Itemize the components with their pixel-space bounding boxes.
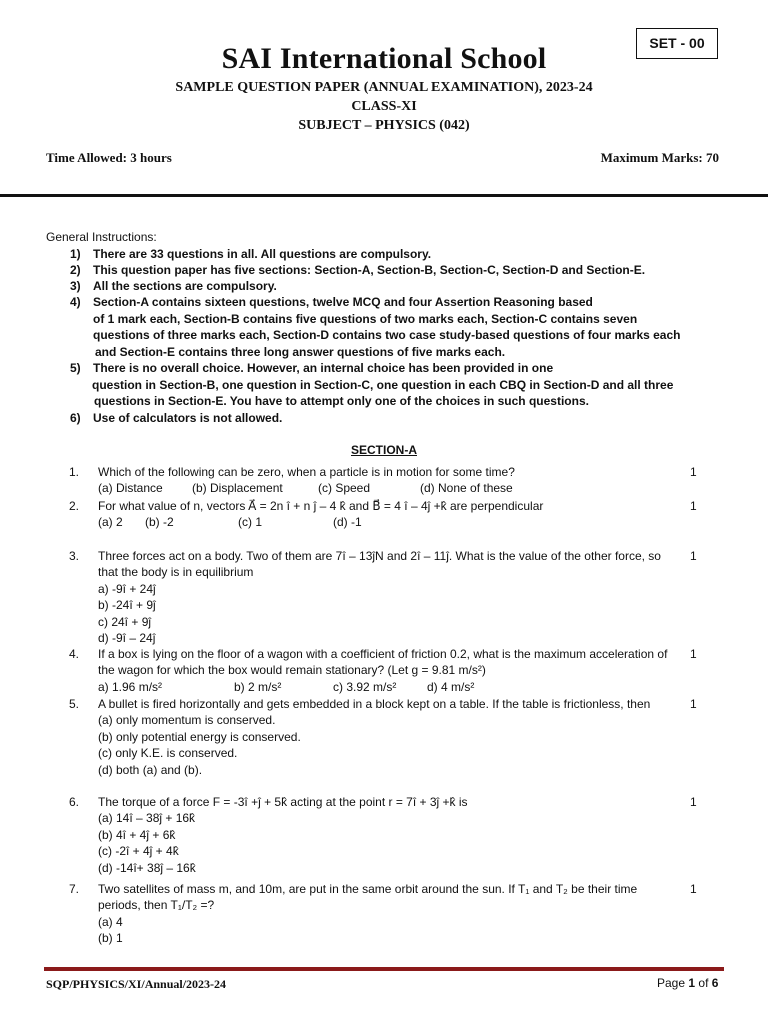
section-title: SECTION-A	[351, 443, 417, 457]
maximum-marks: Maximum Marks: 70	[600, 150, 719, 165]
time-allowed: Time Allowed: 3 hours	[46, 150, 172, 165]
option: (a) Distance	[98, 481, 163, 496]
question-marks: 1	[690, 697, 697, 711]
instruction-text: and Section-E contains three long answer questions of five marks each.	[95, 344, 506, 359]
instruction-text: There is no overall choice. However, an internal choice has been provided in one	[93, 361, 554, 375]
option-row	[98, 679, 709, 695]
option: (d) -14î+ 38ĵ – 16k̂	[98, 860, 196, 875]
footer-divider	[44, 967, 724, 971]
question-text: For what value of n, vectors A⃗ = 2n î + n ĵ – 4 k̂ and B⃗ = 4 î – 4ĵ +k̂ are perpendicular	[98, 499, 544, 513]
instruction-item	[70, 246, 710, 263]
option: (c) Speed	[318, 481, 371, 496]
option: (d) -1	[333, 515, 362, 530]
question-text: Three forces act on a body. Two of them are 7î – 13ĵN and 2î – 11ĵ. What is the value of the other force, so that the body is in equilibrium	[98, 549, 661, 580]
option: c) 24î + 9ĵ	[98, 614, 152, 629]
option: (b) 1	[98, 931, 123, 946]
option: (a) 4	[98, 914, 123, 929]
option: (b) only potential energy is conserved.	[98, 729, 301, 744]
question-item	[69, 548, 709, 646]
instruction-text: There are 33 questions in all. All questions are compulsory.	[93, 247, 432, 261]
question-item	[69, 696, 709, 778]
instruction-number: 5)	[70, 361, 81, 375]
option-row	[98, 514, 709, 530]
question-text: Two satellites of mass m, and 10m, are put in the same orbit around the sun. If T₁ and T₂ be their time periods, then T₁/T₂ =?	[98, 882, 638, 913]
question-item	[69, 794, 709, 876]
instruction-text: Section-A contains sixteen questions, twelve MCQ and four Assertion Reasoning based	[93, 295, 593, 309]
instruction-item	[70, 360, 710, 410]
option-row	[98, 480, 709, 496]
option: (a) 2	[98, 515, 123, 530]
option: c) 3.92 m/s²	[333, 679, 397, 694]
page-total: 6	[711, 976, 719, 990]
instruction-number: 3)	[70, 279, 81, 293]
question-number: 2.	[69, 499, 80, 513]
option: (c) 1	[238, 515, 262, 530]
question-marks: 1	[690, 795, 697, 809]
instruction-number: 4)	[70, 295, 81, 309]
instruction-item	[70, 278, 710, 295]
option: (c) -2î + 4ĵ + 4k̂	[98, 844, 179, 859]
question-number: 6.	[69, 795, 80, 809]
option: (d) None of these	[420, 481, 513, 496]
question-item	[69, 464, 709, 497]
page-word: Page	[657, 976, 686, 990]
header-divider	[0, 194, 768, 197]
question-marks: 1	[690, 499, 697, 513]
set-label: SET - 00	[636, 28, 718, 59]
paper-title: SAMPLE QUESTION PAPER (ANNUAL EXAMINATION), 2023-24	[175, 80, 593, 95]
question-number: 3.	[69, 549, 80, 563]
instruction-number: 1)	[70, 247, 81, 261]
question-marks: 1	[690, 465, 697, 479]
question-item	[69, 646, 709, 695]
option: (d) both (a) and (b).	[98, 762, 203, 777]
question-marks: 1	[690, 882, 697, 896]
question-marks: 1	[690, 647, 697, 661]
of-word: of	[698, 976, 709, 990]
instruction-text: question in Section-B, one question in Section-C, one question in each CBQ in Section-D and all three	[92, 377, 674, 392]
option: b) 2 m/s²	[234, 679, 282, 694]
instruction-text: Use of calculators is not allowed.	[93, 411, 283, 425]
option: (b) Displacement	[192, 481, 283, 496]
question-text: A bullet is fired horizontally and gets embedded in a block kept on a table. If the table is frictionless, then	[98, 697, 651, 711]
page-indicator	[657, 976, 718, 990]
question-marks: 1	[690, 549, 697, 563]
option: d) -9î – 24ĵ	[98, 631, 156, 646]
question-item	[69, 498, 709, 531]
instruction-item	[70, 294, 710, 360]
question-number: 7.	[69, 882, 80, 896]
instruction-text: This question paper has five sections: Section-A, Section-B, Section-C, Section-D and Section-E.	[93, 263, 646, 277]
page-number: 1	[688, 976, 696, 990]
option: a) 1.96 m/s²	[98, 679, 163, 694]
instructions-heading: General Instructions:	[46, 230, 157, 244]
option: a) -9î + 24ĵ	[98, 581, 156, 596]
instruction-text: of 1 mark each, Section-B contains five questions of two marks each, Section-C contains seven	[93, 311, 638, 326]
instruction-text: questions in Section-E. You have to attempt only one of the choices in such questions.	[94, 394, 589, 408]
school-name: SAI International School	[221, 42, 547, 75]
question-number: 1.	[69, 465, 80, 479]
option: b) -24î + 9ĵ	[98, 598, 156, 613]
instruction-number: 6)	[70, 411, 81, 425]
option: (a) 14î – 38ĵ + 16k̂	[98, 811, 196, 826]
subject-line: SUBJECT – PHYSICS (042)	[298, 118, 470, 133]
question-text: Which of the following can be zero, when a particle is in motion for some time?	[98, 465, 515, 479]
question-text: If a box is lying on the floor of a wagon with a coefficient of friction 0.2, what is the maximum acceleration of the wagon for which the box would remain stationary? (Let g = 9.81 m/s²)	[98, 647, 668, 678]
option: (a) only momentum is conserved.	[98, 713, 276, 728]
instruction-text: All the sections are compulsory.	[93, 279, 277, 293]
instruction-text: questions of three marks each, Section-D contains two case study-based questions of four marks each	[93, 328, 681, 342]
option: (b) -2	[145, 515, 174, 530]
instruction-number: 2)	[70, 263, 81, 277]
instruction-item	[70, 410, 710, 427]
instruction-item	[70, 262, 710, 279]
question-text: The torque of a force F = -3î +ĵ + 5k̂ acting at the point r = 7î + 3ĵ +k̂ is	[98, 795, 468, 809]
question-number: 5.	[69, 697, 80, 711]
paper-code: SQP/PHYSICS/XI/Annual/2023-24	[46, 977, 227, 991]
class-line: CLASS-XI	[351, 99, 417, 114]
option: (c) only K.E. is conserved.	[98, 746, 238, 761]
question-item	[69, 881, 709, 947]
question-number: 4.	[69, 647, 80, 661]
option: (b) 4î + 4ĵ + 6k̂	[98, 827, 176, 842]
option: d) 4 m/s²	[427, 679, 475, 694]
